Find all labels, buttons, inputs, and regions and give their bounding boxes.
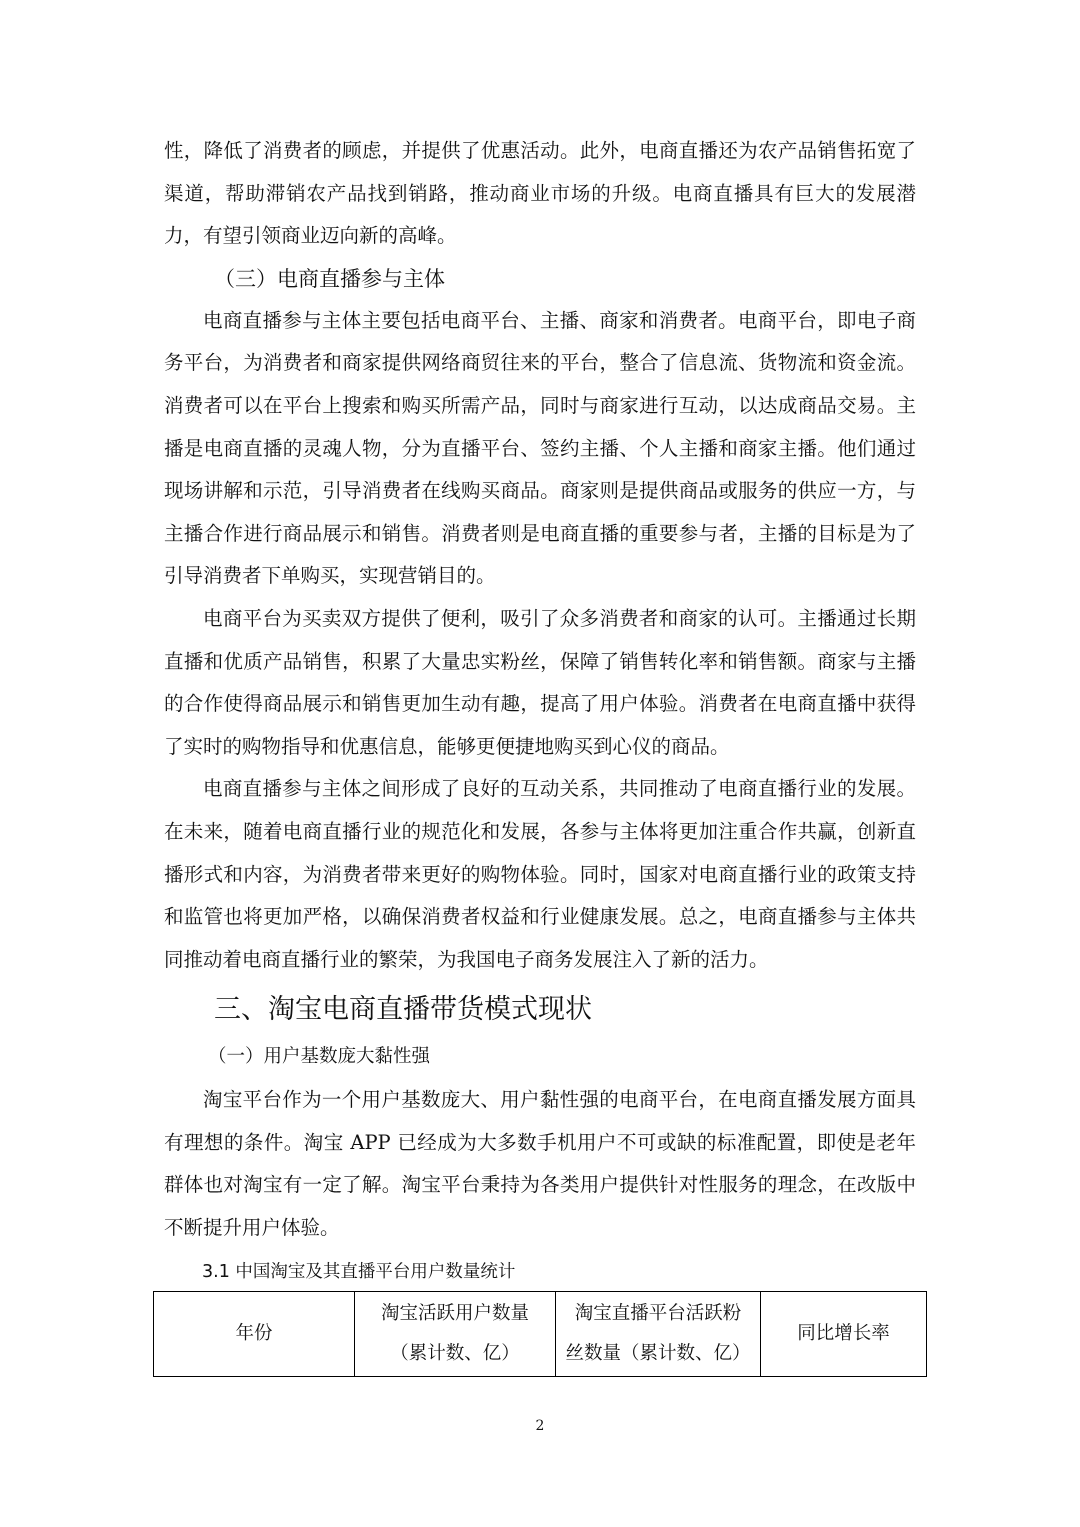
header-taobao-users-line1: 淘宝活跃用户数量	[380, 1303, 529, 1324]
page-number: 2	[535, 1418, 545, 1434]
header-growth-rate-label: 同比增长率	[797, 1323, 890, 1344]
document-body	[164, 130, 916, 1294]
section-heading-taobao: 三、淘宝电商直播带货模式现状	[214, 994, 592, 1026]
table-header-row	[154, 1292, 927, 1377]
header-taobao-users	[355, 1292, 556, 1377]
header-year-label: 年份	[235, 1323, 273, 1344]
header-year	[154, 1292, 355, 1377]
table-caption: 3.1 中国淘宝及其直播平台用户数量统计	[202, 1261, 516, 1282]
paragraph-continuation: 性，降低了消费者的顾虑，并提供了优惠活动。此外，电商直播还为农产品销售拓宽了渠道，帮助滞销农产品找到销路，推动商业市场的升级。电商直播具有巨大的发展潜力，有望引领商业迈向新的高峰。	[164, 139, 916, 248]
user-statistics-table	[153, 1291, 927, 1377]
header-live-fans-line2: 丝数量（累计数、亿）	[565, 1343, 751, 1364]
paragraph-participants: 电商直播参与主体主要包括电商平台、主播、商家和消费者。电商平台，即电子商务平台，为消费者和商家提供网络商贸往来的平台，整合了信息流、货物流和资金流。消费者可以在平台上搜索和购买所需产品，同时与商家进行互动，以达成商品交易。主播是电商直播的灵魂人物，分为直播平台、签约主播、个人主播和商家主播。他们通过现场讲解和示范，引导消费者在线购买商品。商家则是提供商品或服务的供应一方，与主播合作进行商品展示和销售。消费者则是电商直播的重要参与者，主播的目标是为了引导消费者下单购买，实现营销目的。	[164, 308, 916, 588]
header-growth-rate	[761, 1292, 927, 1377]
paragraph-user-base: 淘宝平台作为一个用户基数庞大、用户黏性强的电商平台，在电商直播发展方面具有理想的条件。淘宝 APP 已经成为大多数手机用户不可或缺的标准配置，即使是老年群体也对淘宝有一定了解。淘宝平台秉持为各类用户提供针对性服务的理念，在改版中不断提升用户体验。	[164, 1088, 916, 1240]
header-taobao-users-line2: （累计数、亿）	[390, 1343, 520, 1364]
subheading-user-base: （一）用户基数庞大黏性强	[208, 1046, 431, 1068]
header-live-fans-line1: 淘宝直播平台活跃粉	[574, 1303, 742, 1324]
paragraph-future: 电商直播参与主体之间形成了良好的互动关系，共同推动了电商直播行业的发展。在未来，随着电商直播行业的规范化和发展，各参与主体将更加注重合作共赢，创新直播形式和内容，为消费者带来更好的购物体验。同时，国家对电商直播行业的政策支持和监管也将更加严格，以确保消费者权益和行业健康发展。总之，电商直播参与主体共同推动着电商直播行业的繁荣，为我国电子商务发展注入了新的活力。	[164, 777, 916, 971]
subheading-participants: （三）电商直播参与主体	[214, 266, 445, 291]
header-live-fans	[556, 1292, 761, 1377]
paragraph-benefits: 电商平台为买卖双方提供了便利，吸引了众多消费者和商家的认可。主播通过长期直播和优质产品销售，积累了大量忠实粉丝，保障了销售转化率和销售额。商家与主播的合作使得商品展示和销售更加生动有趣，提高了用户体验。消费者在电商直播中获得了实时的购物指导和优惠信息，能够更便捷地购买到心仪的商品。	[164, 606, 916, 758]
